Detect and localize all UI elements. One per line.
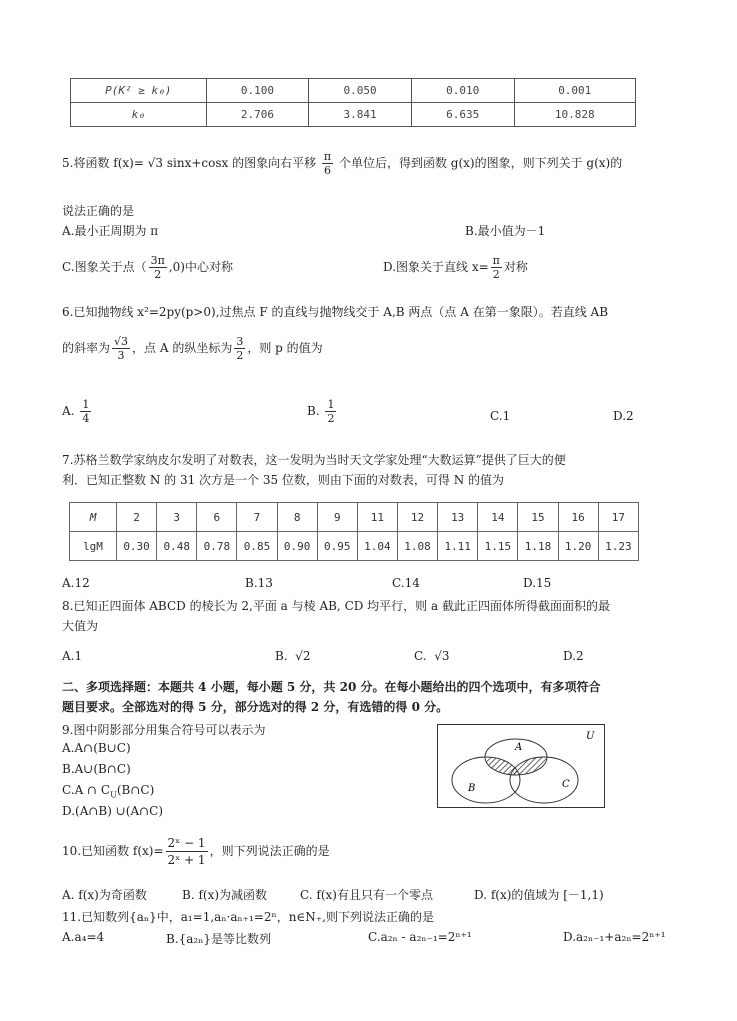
table-cell: 6.635 [411,103,514,127]
table-cell: 0.85 [237,532,277,561]
question-11-stem: 11.已知数列{aₙ}中，a₁=1,aₙ·aₙ₊₁=2ⁿ，n∈N₊,则下列说法正确的是 [62,910,434,924]
table-cell: 0.48 [157,532,197,561]
q9-option-a: A.A∩(B∪C) [62,741,131,755]
table-cell: k₀ [71,103,207,127]
section-2-heading: 二、多项选择题：本题共 4 小题，每小题 5 分，共 20 分。在每小题给出的四个选项中，有多项符合 [62,680,601,694]
q7-option-a: A.12 [62,576,90,590]
question-9-stem: 9.图中阴影部分用集合符号可以表示为 [62,723,266,737]
table-cell: 1.08 [397,532,437,561]
table-cell: 7 [237,503,277,532]
table-cell: 1.20 [558,532,598,561]
question-8-stem: 8.已知正四面体 ABCD 的棱长为 2,平面 a 与棱 AB, CD 均平行，则 a 截此正四面体所得截面面积的最 [62,599,610,613]
table-cell: 1.18 [518,532,558,561]
q11-option-c: C.a₂ₙ - a₂ₙ₋₁=2ⁿ⁺¹ [368,930,472,944]
q11-option-d: D.a₂ₙ₋₁+a₂ₙ=2ⁿ⁺¹ [563,930,666,944]
q6-option-c: C.1 [490,409,511,423]
question-10-stem: 10.已知函数 f(x)= $\frac{\text{2ˣ − 1}}{\text{2ˣ + 1}}$ ，则下列说法正确的是 [62,836,330,867]
q5-sqrt: √3 [147,156,164,170]
q11-option-a: A.a₄=4 [62,930,105,944]
q5-option-a: A.最小正周期为 π [62,224,159,238]
table-cell: 1.15 [478,532,518,561]
table-cell: 17 [598,503,638,532]
table-cell: lgM [70,532,117,561]
table-cell: 0.050 [309,79,412,103]
q5-text: 5.将函数 f(x)= [62,156,144,170]
question-7-line2: 利．已知正整数 N 的 31 次方是一个 35 位数，则由下面的对数表，可得 N 的值为 [62,473,505,487]
table-cell: 8 [277,503,317,532]
q7-option-c: C.14 [392,576,420,590]
table-cell: 15 [518,503,558,532]
q9-option-d: D.(A∩B) ∪(A∩C) [62,804,164,818]
table-cell: 12 [397,503,437,532]
table-cell: 0.100 [206,79,309,103]
table-cell: 0.95 [317,532,357,561]
venn-label-b: B [468,783,476,794]
q5-option-b: B.最小值为－1 [465,224,546,238]
table-cell: 0.010 [411,79,514,103]
log-table [69,502,639,561]
q5-option-d: D.图象关于直线 x= $\frac{\pi}{2}$ 对称 [383,254,528,281]
table-cell: 0.30 [117,532,157,561]
venn-label-a: A [515,742,523,753]
question-6-line2: 的斜率为 $\frac{√3}{3}$ ，点 A 的纵坐标为 $\frac{3}{2}$ ，则 p 的值为 [62,335,323,362]
question-6-stem: 6.已知抛物线 x²=2py(p>0),过焦点 F 的直线与抛物线交于 A,B 两点（点 A 在第一象限）。若直线 AB [62,305,609,319]
q10-option-a: A. f(x)为奇函数 [62,888,147,902]
table-cell: 2 [117,503,157,532]
table-cell: 13 [438,503,478,532]
q6-option-b: B. $\frac{1}{2}$ [307,398,335,425]
q10-option-c: C. f(x)有且只有一个零点 [300,888,433,902]
question-5-line2: 说法正确的是 [62,204,135,218]
table-cell: P(K² ≥ k₀) [71,79,207,103]
table-cell: 9 [317,503,357,532]
critical-value-table [70,78,636,127]
q6-option-d: D.2 [613,409,634,423]
q5-option-c: C.图象关于点（ $\frac{3\pi}{2}$ ,0)中心对称 [62,254,233,281]
table-cell: 6 [197,503,237,532]
table-cell: 3.841 [309,103,412,127]
q5-text: sinx+cosx 的图象向右平移 [166,156,317,170]
q5-text: 个单位后，得到函数 g(x)的图象，则下列关于 g(x)的 [338,156,623,170]
venn-label-c: C [562,779,570,790]
section-2-heading-line2: 题目要求。全部选对的得 5 分，部分选对的得 2 分，有选错的得 0 分。 [62,700,449,714]
q8-option-a: A.1 [62,649,83,663]
venn-svg [438,725,604,807]
q8-option-b: B. √2 [275,649,311,663]
table-cell: 11 [357,503,397,532]
question-5-stem [62,150,622,177]
table-cell: 14 [478,503,518,532]
q9-option-c: C.A ∩ $C_U(B\cap C)$ [62,783,155,800]
table-cell: 1.23 [598,532,638,561]
q10-option-d: D. f(x)的值域为 [－1,1) [474,888,604,902]
table-cell: 1.11 [438,532,478,561]
table-cell: 0.90 [277,532,317,561]
venn-shaded-region [452,757,578,803]
q10-option-b: B. f(x)为减函数 [182,888,268,902]
table-cell: M [70,503,117,532]
table-cell: 1.04 [357,532,397,561]
q6-option-a: A. $\frac{1}{4}$ [62,398,90,425]
q11-option-b: B.{a₂ₙ}是等比数列 [166,932,272,946]
q7-option-b: B.13 [245,576,273,590]
q5-fraction: $\frac{\pi}{6}$ [323,150,332,177]
table-cell: 3 [157,503,197,532]
table-cell: 2.706 [206,103,309,127]
q9-option-b: B.A∪(B∩C) [62,762,131,776]
venn-label-u: U [586,731,595,742]
question-7-stem: 7.苏格兰数学家纳皮尔发明了对数表，这一发明为当时天文学家处理“大数运算”提供了巨大的便 [62,453,566,467]
table-cell: 16 [558,503,598,532]
q8-option-c: C. √3 [414,649,450,663]
q8-option-d: D.2 [563,649,584,663]
table-cell: 10.828 [514,103,635,127]
question-8-line2: 大值为 [62,619,99,633]
table-cell: 0.78 [197,532,237,561]
venn-diagram [437,724,605,808]
q7-option-d: D.15 [523,576,552,590]
table-cell: 0.001 [514,79,635,103]
